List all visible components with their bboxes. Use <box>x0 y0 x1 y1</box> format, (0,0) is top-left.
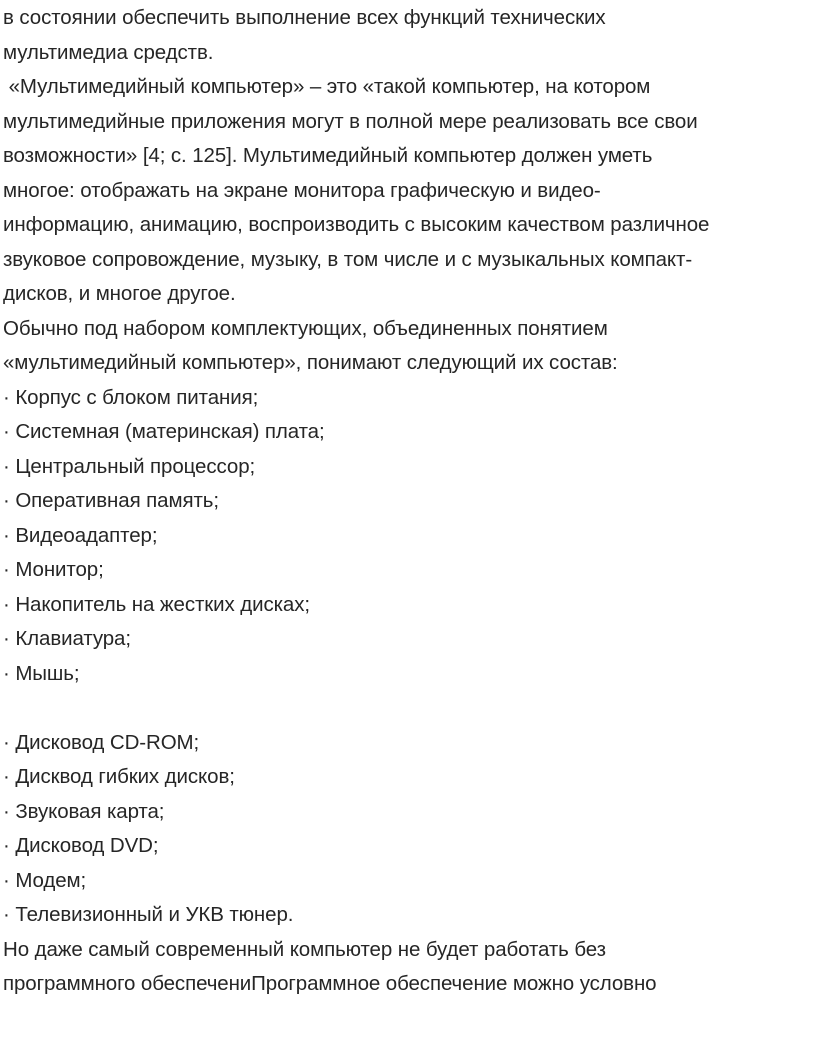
definition-line: звуковое сопровождение, музыку, в том числе и с музыкальных компакт- <box>3 247 693 271</box>
definition-line: мультимедийные приложения могут в полной мере реализовать все свои <box>3 109 698 133</box>
intro-line: в состоянии обеспечить выполнение всех функций технических <box>3 6 606 29</box>
list-item: · Оперативная память; <box>3 489 219 512</box>
list-item: · Системная (материнская) плата; <box>3 420 325 443</box>
components-list-primary <box>3 381 813 692</box>
blank-line <box>3 691 813 726</box>
composition-line: Обычно под набором комплектующих, объединенных понятием <box>3 316 608 340</box>
list-item: · Корпус с блоком питания; <box>3 385 259 409</box>
composition-line: «мультимедийный компьютер», понимают следующий их состав: <box>3 351 618 374</box>
list-item: · Дисковод CD-ROM; <box>3 730 200 754</box>
definition-line: многое: отображать на экране монитора графическую и видео- <box>3 178 601 202</box>
list-item: · Центральный процессор; <box>3 454 256 478</box>
list-item: · Клавиатура; <box>3 627 131 650</box>
list-item: · Дисковод DVD; <box>3 834 159 857</box>
closing-line: программного обеспечениПрограммное обеспечение можно условно <box>3 972 657 995</box>
list-item: · Модем; <box>3 868 87 892</box>
intro-line: мультимедиа средств. <box>3 40 214 64</box>
definition-line: информацию, анимацию, воспроизводить с высоким качеством различное <box>3 213 710 236</box>
list-item: · Мышь; <box>3 661 80 685</box>
definition-line: возможности» [4; с. 125]. Мультимедийный компьютер должен уметь <box>3 144 653 167</box>
list-item: · Звуковая карта; <box>3 799 165 823</box>
list-item: · Видеоадаптер; <box>3 523 158 547</box>
document-page <box>3 0 813 1002</box>
list-item: · Монитор; <box>3 558 104 581</box>
list-item: · Накопитель на жестких дисках; <box>3 592 310 616</box>
closing-line: Но даже самый современный компьютер не будет работать без <box>3 937 606 961</box>
definition-line: «Мультимедийный компьютер» – это «такой компьютер, на котором <box>3 75 651 98</box>
list-item: · Дисквод гибких дисков; <box>3 765 235 788</box>
components-list-secondary <box>3 726 813 933</box>
list-item: · Телевизионный и УКВ тюнер. <box>3 903 294 926</box>
definition-line: дисков, и многое другое. <box>3 282 236 305</box>
